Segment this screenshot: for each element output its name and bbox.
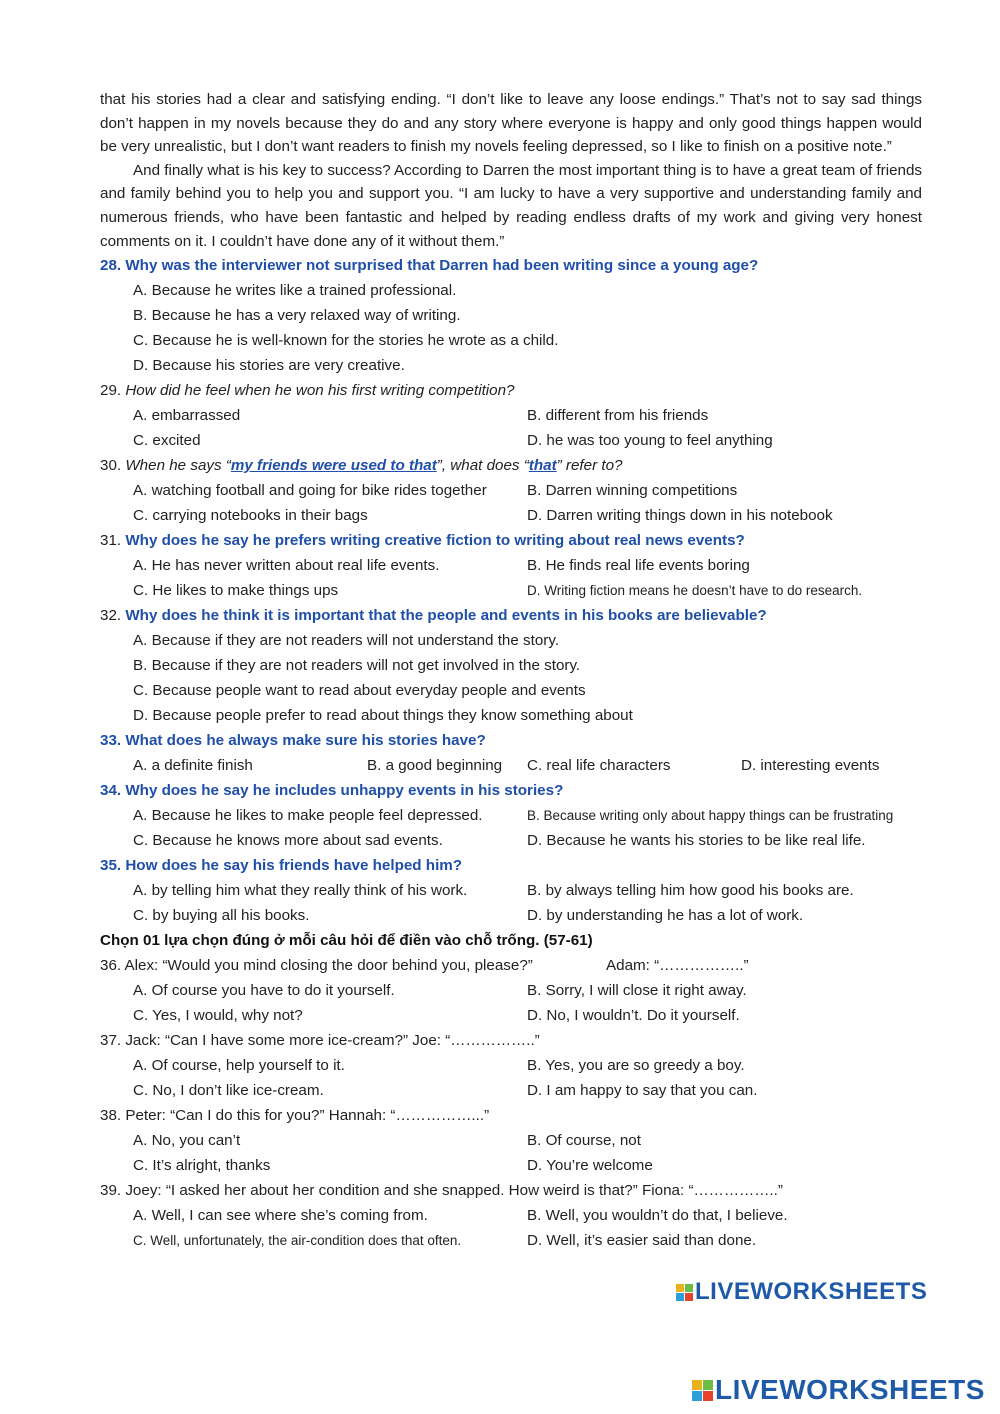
option-34c[interactable]: C. Because he knows more about sad events. — [133, 832, 443, 850]
option-39a[interactable]: A. Well, I can see where she’s coming from. — [133, 1207, 428, 1225]
highlighted-phrase: my friends were used to that — [230, 457, 437, 475]
question-32: 32. Why does he think it is important that the people and events in his books are believable? — [100, 607, 767, 625]
option-33c[interactable]: C. real life characters — [527, 757, 671, 775]
options-34-row-2 — [100, 828, 922, 853]
option-31a[interactable]: A. He has never written about real life events. — [133, 557, 440, 575]
passage-paragraph-2: And finally what is his key to success? According to Darren the most important thing is to have a great team of friends and family behind you to help you and support you. “I am lucky to have a very supportive and understanding family and numerous friends, who have been fantastic and helped by reading endless drafts of my work and giving very honest comments on it. I couldn’t have done any of it without them.” — [100, 161, 922, 250]
worksheet-page — [100, 88, 922, 1253]
option-36d[interactable]: D. No, I wouldn’t. Do it yourself. — [527, 1007, 740, 1025]
options-34-row-1 — [100, 803, 922, 828]
option-29b[interactable]: B. different from his friends — [527, 407, 709, 425]
option-36a[interactable]: A. Of course you have to do it yourself. — [133, 982, 395, 1000]
option-32c[interactable]: C. Because people want to read about everyday people and events — [133, 682, 586, 700]
options-29-row-2 — [100, 428, 922, 453]
option-36c[interactable]: C. Yes, I would, why not? — [133, 1007, 303, 1025]
option-34a[interactable]: A. Because he likes to make people feel depressed. — [133, 807, 483, 825]
option-30c[interactable]: C. carrying notebooks in their bags — [133, 507, 368, 525]
option-37d[interactable]: D. I am happy to say that you can. — [527, 1082, 758, 1100]
option-31b[interactable]: B. He finds real life events boring — [527, 557, 750, 575]
options-39-row-1 — [100, 1203, 922, 1228]
options-33-row — [100, 753, 922, 778]
option-35a[interactable]: A. by telling him what they really think of his work. — [133, 882, 468, 900]
option-29d[interactable]: D. he was too young to feel anything — [527, 432, 773, 450]
question-31: 31. Why does he say he prefers writing creative fiction to writing about real news events? — [100, 532, 745, 550]
option-30a[interactable]: A. watching football and going for bike rides together — [133, 482, 487, 500]
option-29a[interactable]: A. embarrassed — [133, 407, 241, 425]
question-38: 38. Peter: “Can I do this for you?” Hannah: “……………...” — [100, 1107, 490, 1125]
question-28: 28. Why was the interviewer not surprised that Darren had been writing since a young age? — [100, 257, 759, 275]
option-34d[interactable]: D. Because he wants his stories to be like real life. — [527, 832, 866, 850]
option-39c[interactable]: C. Well, unfortunately, the air-condition does that often. — [133, 1233, 462, 1249]
option-32a[interactable]: A. Because if they are not readers will not understand the story. — [133, 632, 560, 650]
liveworksheets-mark-icon — [692, 1380, 713, 1401]
option-28c[interactable]: C. Because he is well-known for the stories he wrote as a child. — [133, 332, 559, 350]
options-38-row-2 — [100, 1153, 922, 1178]
options-31-row-2 — [100, 578, 922, 603]
option-37b[interactable]: B. Yes, you are so greedy a boy. — [527, 1057, 745, 1075]
option-37a[interactable]: A. Of course, help yourself to it. — [133, 1057, 345, 1075]
liveworksheets-logo-text: LIVEWORKSHEETS — [695, 1278, 928, 1305]
option-28b[interactable]: B. Because he has a very relaxed way of writing. — [133, 307, 461, 325]
options-39-row-2 — [100, 1228, 922, 1253]
options-31-row-1 — [100, 553, 922, 578]
options-36-row-1 — [100, 978, 922, 1003]
options-37-row-2 — [100, 1078, 922, 1103]
option-35d[interactable]: D. by understanding he has a lot of work. — [527, 907, 804, 925]
option-38c[interactable]: C. It’s alright, thanks — [133, 1157, 271, 1175]
option-36b[interactable]: B. Sorry, I will close it right away. — [527, 982, 747, 1000]
option-35b[interactable]: B. by always telling him how good his books are. — [527, 882, 854, 900]
option-28a[interactable]: A. Because he writes like a trained professional. — [133, 282, 457, 300]
question-33: 33. What does he always make sure his stories have? — [100, 732, 486, 750]
option-38b[interactable]: B. Of course, not — [527, 1132, 641, 1150]
options-36-row-2 — [100, 1003, 922, 1028]
section-instruction: Chọn 01 lựa chọn đúng ở mỗi câu hỏi để điền vào chỗ trống. (57-61) — [100, 932, 593, 950]
options-30-row-1 — [100, 478, 922, 503]
options-29-row-1 — [100, 403, 922, 428]
question-36-reply: Adam: “……………..” — [606, 957, 749, 975]
option-37c[interactable]: C. No, I don’t like ice-cream. — [133, 1082, 324, 1100]
question-30: 30. When he says “my friends were used to that”, what does “that” refer to? — [100, 457, 623, 475]
option-34b[interactable]: B. Because writing only about happy things can be frustrating — [527, 808, 894, 824]
option-33d[interactable]: D. interesting events — [741, 757, 880, 775]
option-30b[interactable]: B. Darren winning competitions — [527, 482, 738, 500]
option-30d[interactable]: D. Darren writing things down in his notebook — [527, 507, 833, 525]
option-32d[interactable]: D. Because people prefer to read about things they know something about — [133, 707, 633, 725]
option-39b[interactable]: B. Well, you wouldn’t do that, I believe. — [527, 1207, 788, 1225]
option-35c[interactable]: C. by buying all his books. — [133, 907, 310, 925]
options-35-row-1 — [100, 878, 922, 903]
options-35-row-2 — [100, 903, 922, 928]
liveworksheets-logo-inline — [676, 1278, 927, 1306]
options-38-row-1 — [100, 1128, 922, 1153]
option-31d[interactable]: D. Writing fiction means he doesn’t have to do research. — [527, 583, 863, 599]
option-39d[interactable]: D. Well, it’s easier said than done. — [527, 1232, 757, 1250]
question-36-text: 36. Alex: “Would you mind closing the door behind you, please?” — [100, 957, 533, 975]
question-34: 34. Why does he say he includes unhappy events in his stories? — [100, 782, 564, 800]
question-36 — [100, 953, 922, 978]
passage-paragraph-1: that his stories had a clear and satisfying ending. “I don’t like to leave any loose endings.” That’s not to say sad things don’t happen in my novels because they do and any story where everyone is happy and only good things happen would be very unrealistic, but I don’t want readers to finish my novels feeling depressed, so I like to finish on a positive note.” — [100, 91, 922, 156]
question-37: 37. Jack: “Can I have some more ice-cream?” Joe: “……………..” — [100, 1032, 540, 1050]
options-37-row-1 — [100, 1053, 922, 1078]
option-33b[interactable]: B. a good beginning — [367, 757, 503, 775]
highlighted-word: that — [528, 457, 557, 475]
option-38a[interactable]: A. No, you can’t — [133, 1132, 241, 1150]
option-31c[interactable]: C. He likes to make things ups — [133, 582, 339, 600]
option-33a[interactable]: A. a definite finish — [133, 757, 253, 775]
liveworksheets-logo-text: LIVEWORKSHEETS — [715, 1374, 985, 1405]
liveworksheets-logo-footer[interactable] — [692, 1374, 985, 1406]
option-38d[interactable]: D. You’re welcome — [527, 1157, 653, 1175]
question-35: 35. How does he say his friends have helped him? — [100, 857, 463, 875]
liveworksheets-mark-icon — [676, 1284, 693, 1301]
option-29c[interactable]: C. excited — [133, 432, 201, 450]
options-30-row-2 — [100, 503, 922, 528]
option-28d[interactable]: D. Because his stories are very creative. — [133, 357, 405, 375]
option-32b[interactable]: B. Because if they are not readers will not get involved in the story. — [133, 657, 581, 675]
question-29: 29. How did he feel when he won his first writing competition? — [100, 382, 515, 400]
question-39: 39. Joey: “I asked her about her condition and she snapped. How weird is that?” Fiona: “……………..” — [100, 1182, 783, 1200]
